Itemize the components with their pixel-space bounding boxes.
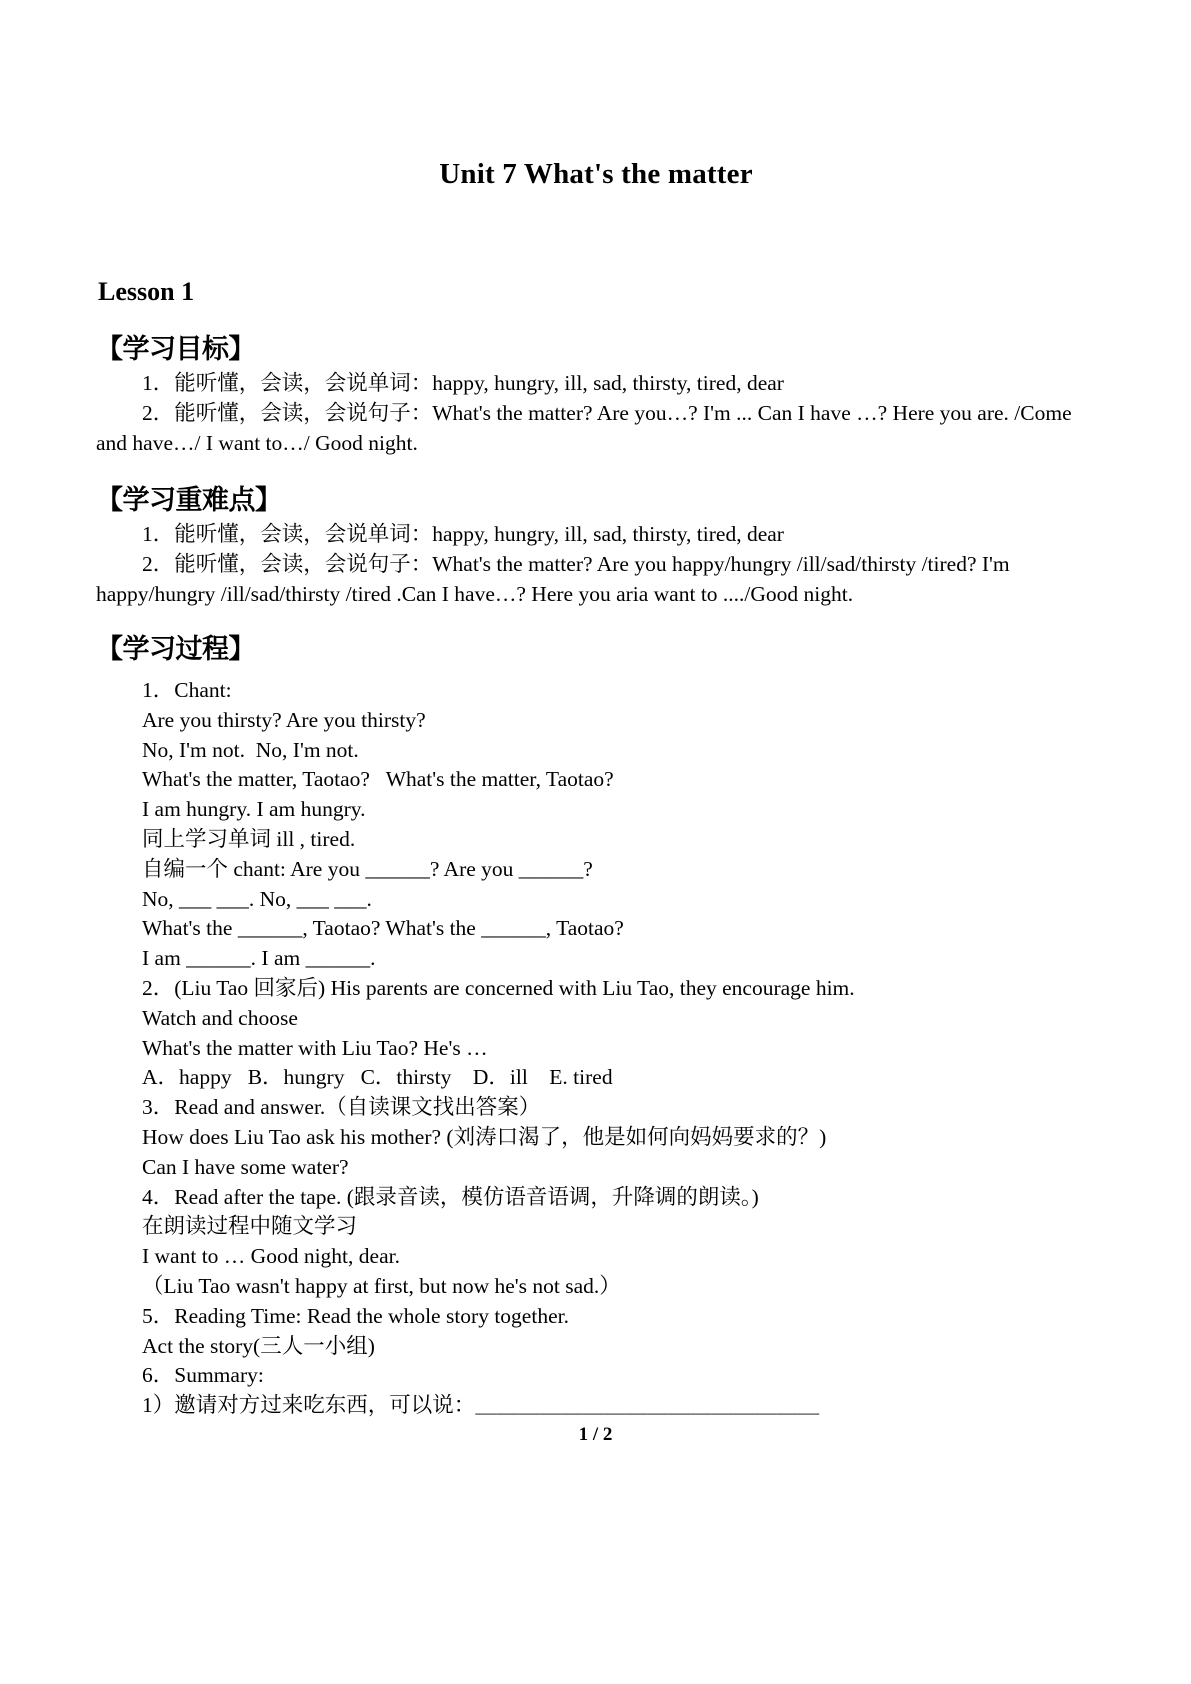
page-title: Unit 7 What's the matter (439, 158, 753, 190)
process-line-options: A．happy B．hungry C．thirsty D．ill E. tired (142, 1065, 613, 1090)
process-line: No, ___ ___. No, ___ ___. (142, 886, 372, 911)
section-heading-objectives: 【学习目标】 (96, 334, 255, 365)
process-line: Can I have some water? (142, 1154, 349, 1179)
objectives-item-1: 1．能听懂，会读，会说单词：happy, hungry, ill, sad, thirsty, tired, dear (142, 371, 784, 395)
process-line: What's the ______, Taotao? What's the ______, Taotao? (142, 916, 624, 941)
process-line: I am hungry. I am hungry. (142, 797, 366, 822)
process-line: 4．Read after the tape. (跟录音读，模仿语音语调，升降调的朗读。) (142, 1184, 759, 1209)
process-line: Act the story(三人一小组) (142, 1333, 375, 1358)
key-points-item-1: 1．能听懂，会读，会说单词：happy, hungry, ill, sad, thirsty, tired, dear (142, 522, 784, 546)
key-points-item-2: 2．能听懂，会读，会说句子：What's the matter? Are you happy/hungry /ill/sad/thirsty /tired? I'm happy/hungry /ill/sad/thirsty /tired .Can I have…? Here you aria want to ..../Good night. (96, 552, 1010, 606)
process-line: 2．(Liu Tao 回家后) His parents are concerned with Liu Tao, they encourage him. (142, 975, 855, 1000)
page-number: 1 / 2 (578, 1424, 613, 1445)
page-content (96, 0, 1096, 1421)
process-line: What's the matter with Liu Tao? He's … (142, 1035, 488, 1060)
process-line: 6．Summary: (142, 1363, 264, 1388)
process-line: 1．Chant: (142, 678, 232, 702)
process-line: 同上学习单词 ill , tired. (142, 826, 356, 851)
process-line: How does Liu Tao ask his mother? (刘涛口渴了，他是如何向妈妈要求的？) (142, 1124, 827, 1149)
lesson-heading: Lesson 1 (98, 277, 195, 306)
process-line: 5．Reading Time: Read the whole story together. (142, 1303, 569, 1328)
process-line: （Liu Tao wasn't happy at first, but now he's not sad.） (142, 1273, 621, 1298)
process-line: Are you thirsty? Are you thirsty? (142, 707, 426, 732)
process-line: 自编一个 chant: Are you ______? Are you ______? (142, 856, 593, 881)
process-line: I am ______. I am ______. (142, 946, 376, 971)
process-line-summary-blank: 1）邀请对方过来吃东西，可以说：＿＿＿＿＿＿＿＿＿＿＿＿＿＿＿＿ (142, 1393, 820, 1418)
process-line: 在朗读过程中随文学习 (142, 1214, 358, 1239)
section-heading-process: 【学习过程】 (96, 634, 255, 665)
spacer (96, 668, 1096, 676)
process-line: I want to … Good night, dear. (142, 1244, 400, 1269)
process-line: 3．Read and answer.（自读课文找出答案） (142, 1095, 541, 1120)
objectives-item-2: 2．能听懂，会读，会说句子：What's the matter? Are you…? I'm ... Can I have …? Here you are. /Come and have…/ I want to…/ Good night. (96, 401, 1072, 455)
process-line: No, I'm not. No, I'm not. (142, 737, 359, 762)
process-line: What's the matter, Taotao? What's the matter, Taotao? (142, 767, 614, 792)
section-heading-key-points: 【学习重难点】 (96, 485, 282, 516)
process-line: Watch and choose (142, 1005, 298, 1030)
